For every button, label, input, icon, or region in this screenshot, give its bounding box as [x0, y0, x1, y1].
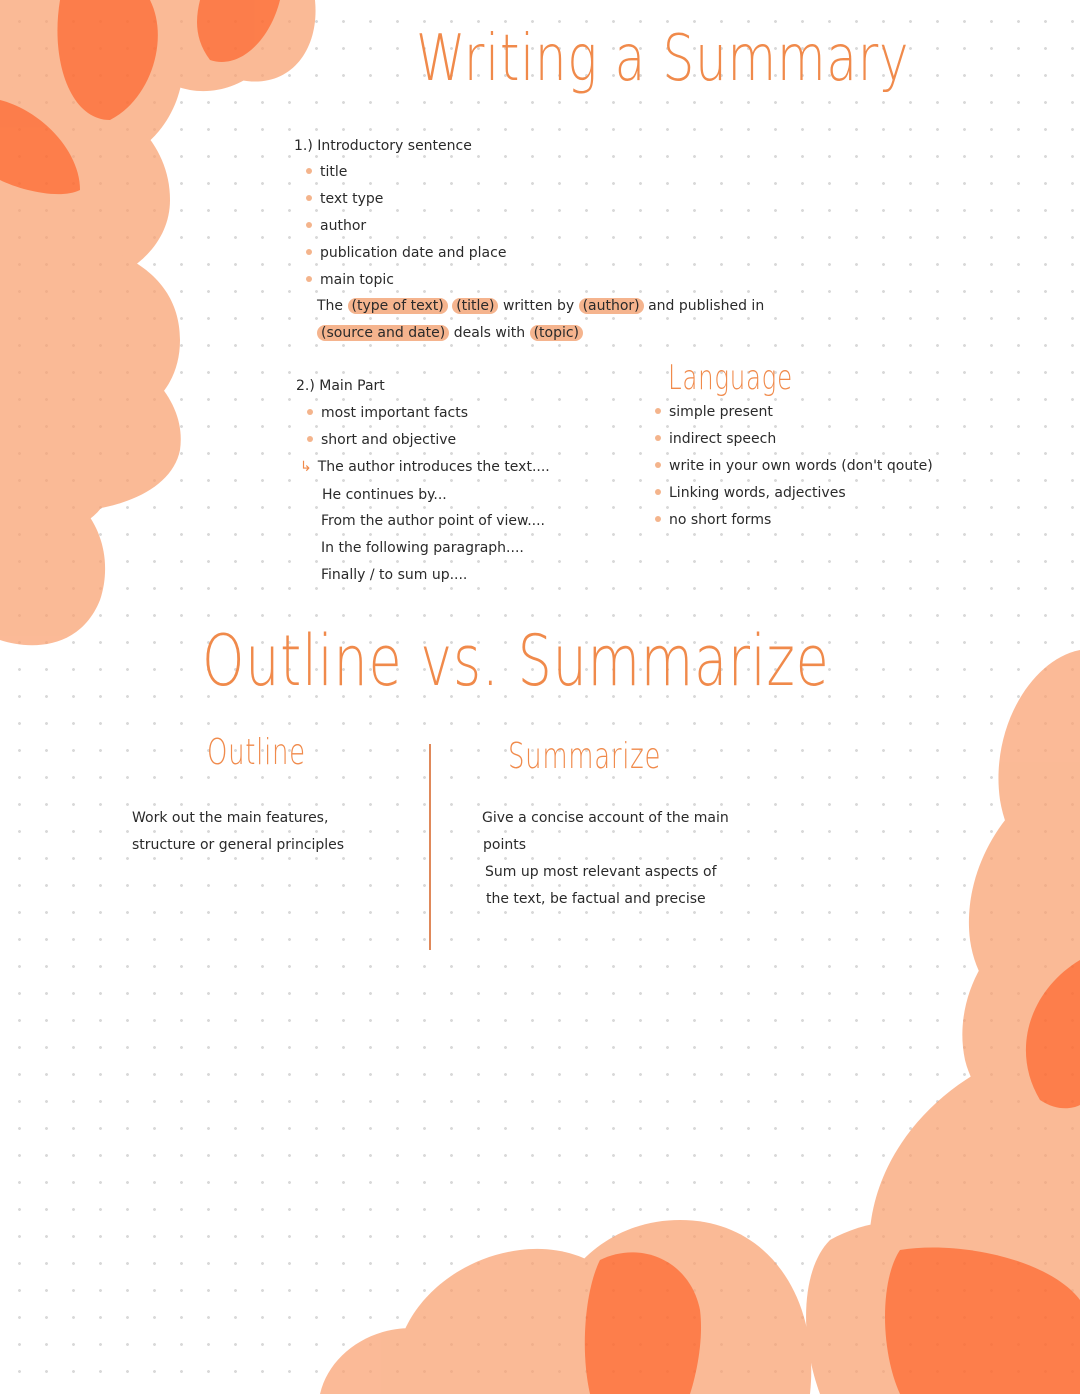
template-text: and published in	[648, 298, 765, 314]
list-item: no short forms	[669, 512, 772, 528]
list-item: From the author point of view....	[321, 513, 545, 529]
template-highlight: (type of text)	[348, 298, 448, 314]
list-item: publication date and place	[320, 245, 507, 261]
language-heading: Language	[668, 358, 793, 398]
intro-heading: 1.) Introductory sentence	[294, 138, 472, 154]
main-part-heading: 2.) Main Part	[296, 378, 385, 394]
arrow-icon: ↳	[300, 459, 312, 475]
list-item: Linking words, adjectives	[669, 485, 846, 501]
main-part-arrow-line	[300, 459, 550, 475]
list-item: write in your own words (don't qoute)	[669, 458, 933, 474]
list-item: He continues by...	[322, 487, 447, 503]
list-item: simple present	[669, 404, 773, 420]
list-item: title	[320, 164, 348, 180]
intro-template-line-2	[317, 325, 583, 341]
list-item: main topic	[320, 272, 394, 288]
summarize-line: points	[483, 837, 526, 853]
intro-template-line-1	[317, 298, 764, 314]
summarize-heading: Summarize	[508, 736, 662, 777]
template-highlight: (source and date)	[317, 325, 449, 341]
list-item: text type	[320, 191, 384, 207]
outline-line: Work out the main features,	[132, 810, 329, 826]
outline-line: structure or general principles	[132, 837, 345, 853]
list-item: Finally / to sum up....	[321, 567, 468, 583]
summarize-line: the text, be factual and precise	[486, 891, 706, 907]
template-text: deals with	[453, 325, 526, 341]
template-highlight: (author)	[579, 298, 644, 314]
arrow-line-text: The author introduces the text....	[317, 459, 550, 475]
list-item: In the following paragraph....	[321, 540, 524, 556]
section-title-outline-vs-summarize: Outline vs. Summarize	[202, 620, 830, 702]
summarize-line: Give a concise account of the main	[482, 810, 729, 826]
template-highlight: (topic)	[530, 325, 583, 341]
list-item: short and objective	[321, 432, 457, 448]
summarize-line: Sum up most relevant aspects of	[485, 864, 717, 880]
page-title: Writing a Summary	[416, 22, 910, 96]
template-highlight: (title)	[452, 298, 498, 314]
template-text: written by	[502, 298, 575, 314]
column-divider	[429, 744, 431, 950]
list-item: most important facts	[321, 405, 469, 421]
outline-heading: Outline	[207, 732, 306, 773]
list-item: author	[320, 218, 367, 234]
template-text: The	[317, 298, 344, 314]
list-item: indirect speech	[669, 431, 777, 447]
